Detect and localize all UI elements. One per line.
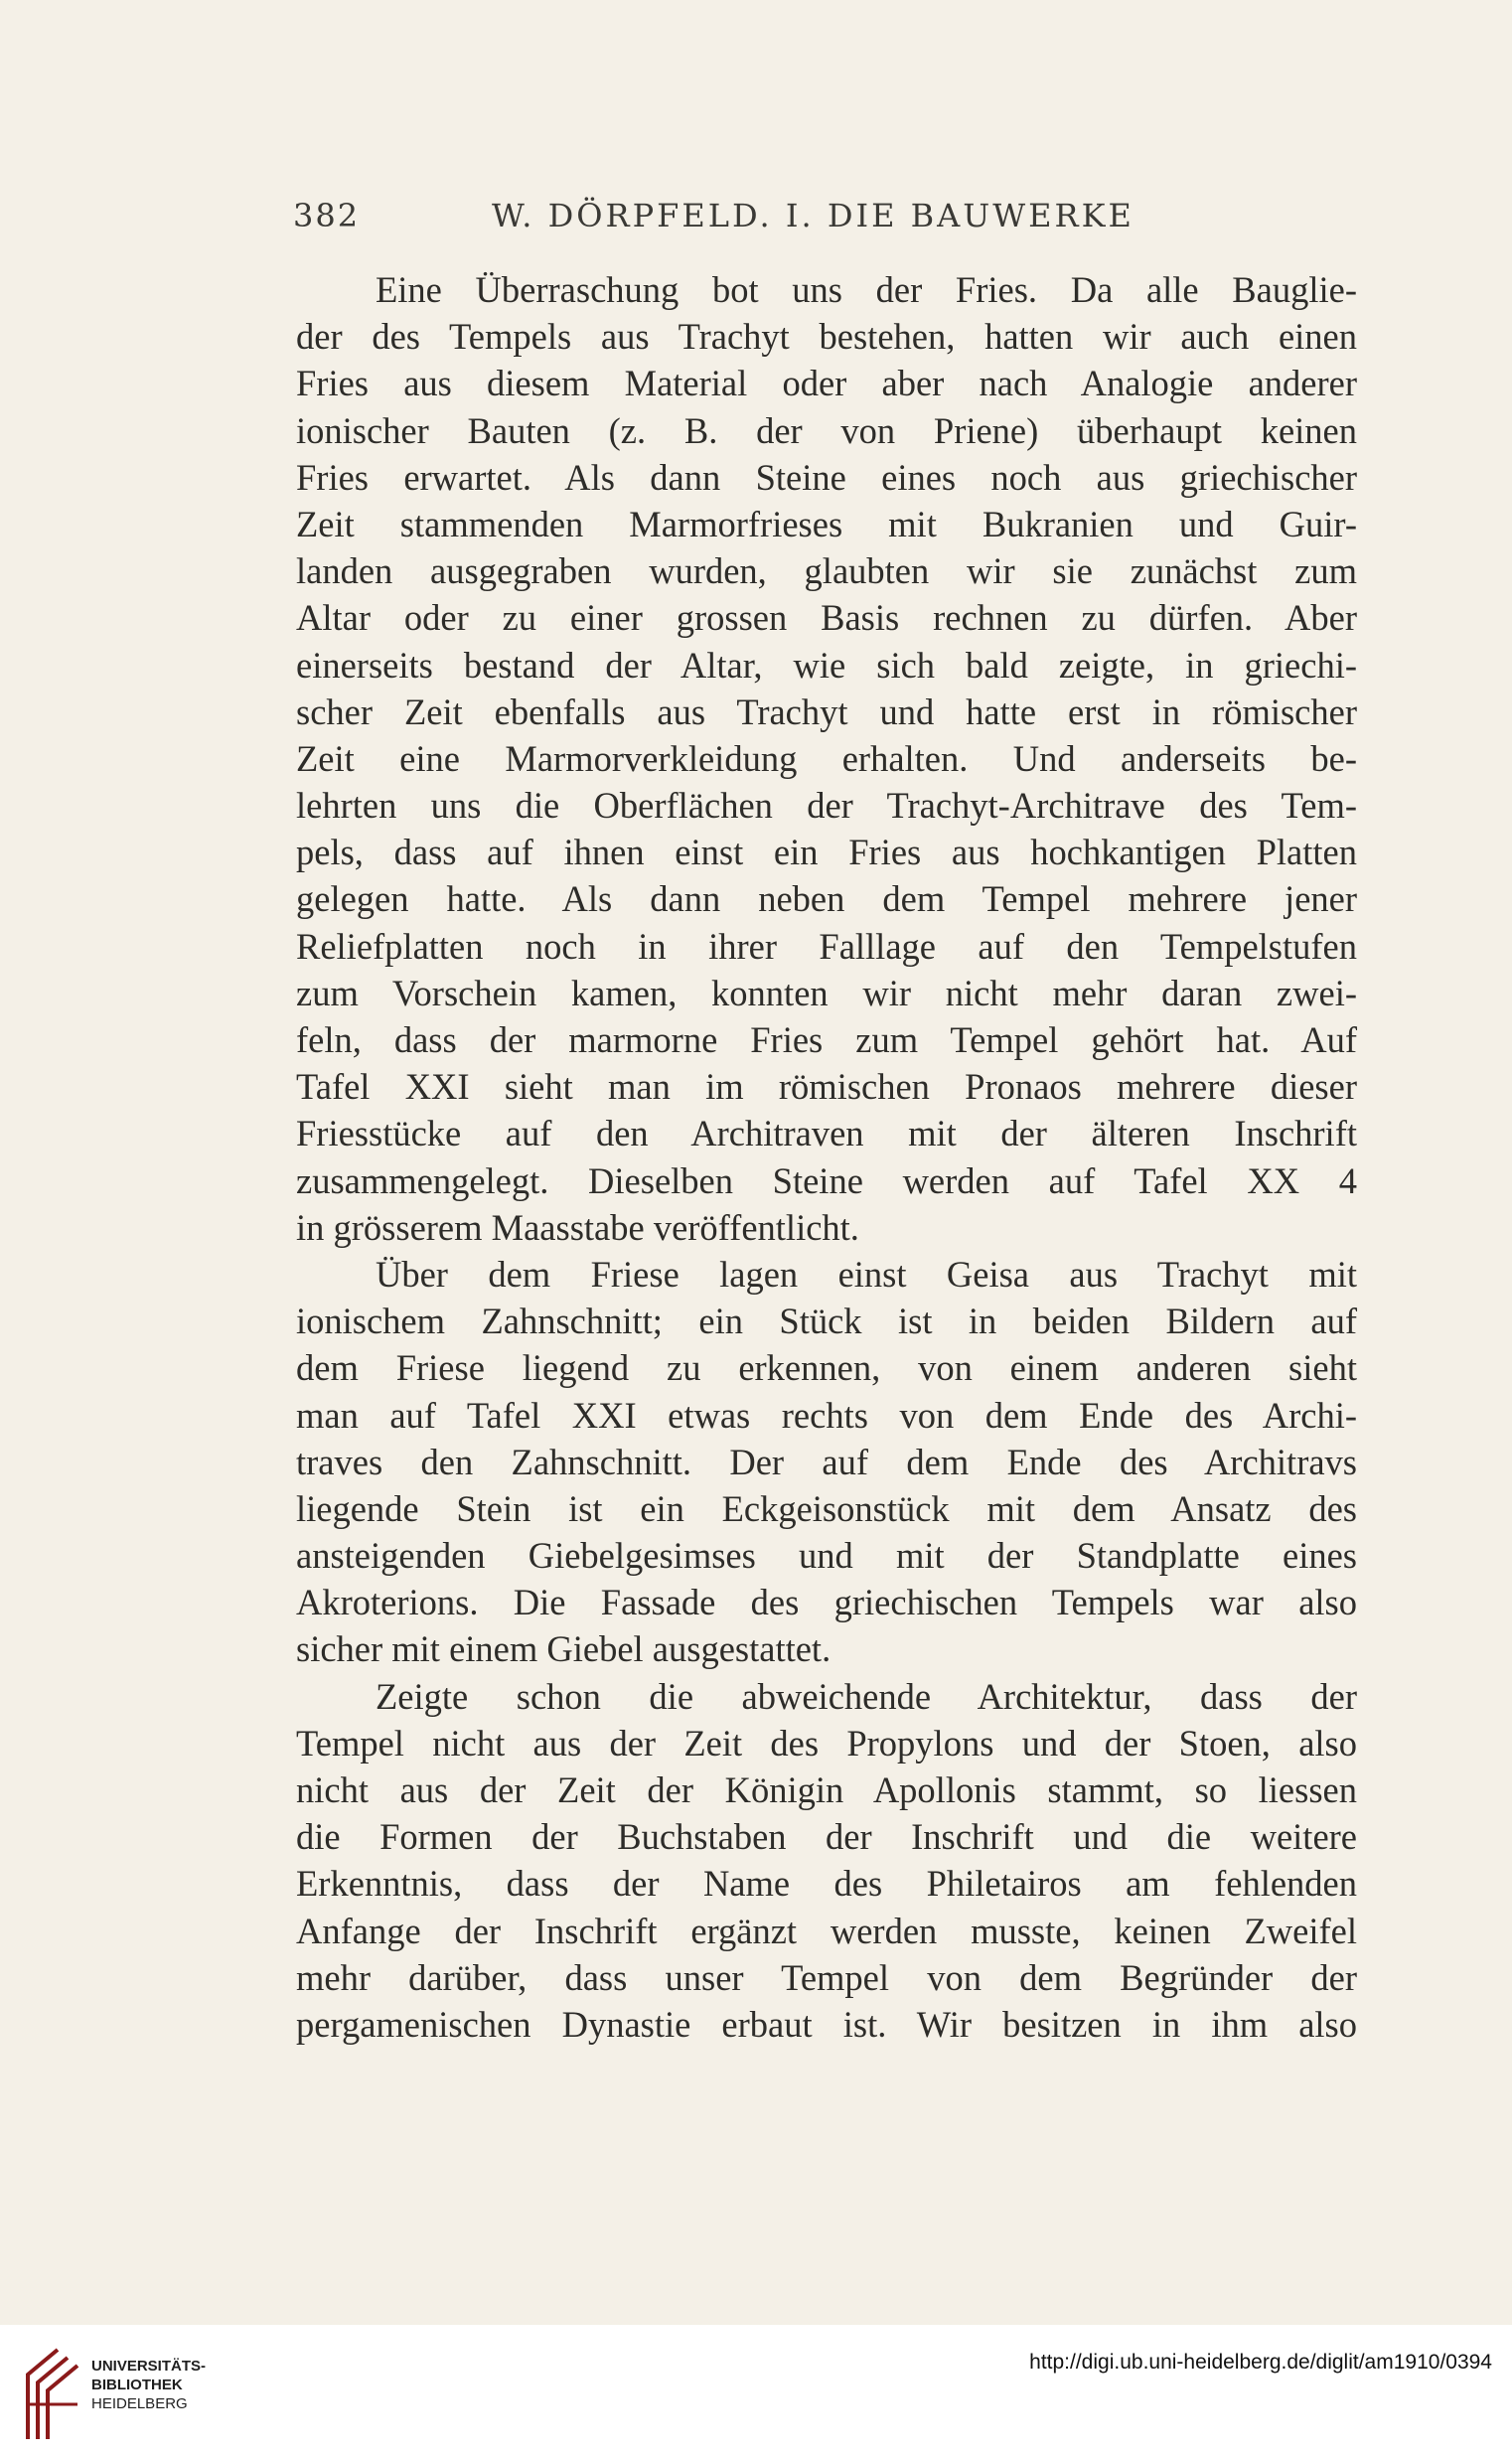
library-line-3: HEIDELBERG	[91, 2395, 188, 2412]
text-line: Fries erwartet. Als dann Steine eines noch aus griechischer	[296, 456, 1357, 498]
footer-bar	[0, 2325, 1512, 2456]
text-line: zusammengelegt. Dieselben Steine werden auf Tafel XX 4	[296, 1159, 1357, 1201]
text-line: Zeigte schon die abweichende Architektur, dass der	[376, 1675, 1357, 1717]
text-line: Eine Überraschung bot uns der Fries. Da alle Bauglie-	[376, 269, 1357, 310]
text-line: Zeit eine Marmorverkleidung erhalten. Und anderseits be-	[296, 737, 1357, 779]
text-line: nicht aus der Zeit der Königin Apollonis stammt, so liessen	[296, 1769, 1357, 1810]
text-line: die Formen der Buchstaben der Inschrift und die weitere	[296, 1816, 1357, 1858]
text-line: Reliefplatten noch in ihrer Falllage auf den Tempelstufen	[296, 925, 1357, 967]
text-line: ionischer Bauten (z. B. der von Priene) überhaupt keinen	[296, 409, 1357, 451]
text-line: pergamenischen Dynastie erbaut ist. Wir besitzen in ihm also	[296, 2003, 1357, 2045]
text-line: Fries aus diesem Material oder aber nach Analogie anderer	[296, 363, 1357, 404]
text-line: feln, dass der marmorne Fries zum Tempel gehört hat. Auf	[296, 1019, 1357, 1060]
text-line: Über dem Friese lagen einst Geisa aus Trachyt mit	[376, 1253, 1357, 1295]
text-line: sicher mit einem Giebel ausgestattet.	[296, 1628, 832, 1670]
text-line: mehr darüber, dass unser Tempel von dem Begründer der	[296, 1956, 1357, 1998]
text-line: gelegen hatte. Als dann neben dem Tempel mehrere jener	[296, 878, 1357, 920]
text-line: Altar oder zu einer grossen Basis rechnen zu dürfen. Aber	[296, 597, 1357, 639]
text-line: landen ausgegraben wurden, glaubten wir sie zunächst zum	[296, 550, 1357, 592]
text-line: Erkenntnis, dass der Name des Philetairos am fehlenden	[296, 1863, 1357, 1905]
text-line: pels, dass auf ihnen einst ein Fries aus hochkantigen Platten	[296, 832, 1357, 873]
text-line: ansteigenden Giebelgesimses und mit der Standplatte eines	[296, 1535, 1357, 1577]
text-line: scher Zeit ebenfalls aus Trachyt und hatte erst in römischer	[296, 691, 1357, 732]
source-url-link[interactable]: http://digi.ub.uni-heidelberg.de/diglit/am1910/0394	[1029, 2351, 1492, 2374]
library-line-1: UNIVERSITÄTS-	[91, 2358, 207, 2375]
text-line: einerseits bestand der Altar, wie sich bald zeigte, in griechi-	[296, 644, 1357, 686]
university-library-logo-icon	[18, 2345, 87, 2444]
text-line: traves den Zahnschnitt. Der auf dem Ende des Architravs	[296, 1441, 1357, 1482]
body-text	[296, 266, 1357, 2048]
text-line: Akroterions. Die Fassade des griechischen Tempels war also	[296, 1582, 1357, 1623]
text-line: Anfange der Inschrift ergänzt werden musste, keinen Zweifel	[296, 1910, 1357, 1951]
library-line-2: BIBLIOTHEK	[91, 2377, 183, 2393]
text-line: man auf Tafel XXI etwas rechts von dem Ende des Archi-	[296, 1394, 1357, 1436]
text-line: ionischem Zahnschnitt; ein Stück ist in beiden Bildern auf	[296, 1301, 1357, 1342]
text-line: Tafel XXI sieht man im römischen Pronaos mehrere dieser	[296, 1066, 1357, 1108]
page-header	[293, 197, 1356, 246]
running-head: W. DÖRPFELD. I. DIE BAUWERKE	[492, 197, 1134, 234]
text-line: Zeit stammenden Marmorfrieses mit Bukranien und Guir-	[296, 503, 1357, 544]
text-line: in grösserem Maasstabe veröffentlicht.	[296, 1206, 859, 1248]
text-line: Tempel nicht aus der Zeit des Propylons und der Stoen, also	[296, 1722, 1357, 1764]
text-line: zum Vorschein kamen, konnten wir nicht mehr daran zwei-	[296, 972, 1357, 1013]
page-number: 382	[293, 197, 361, 234]
text-line: Friesstücke auf den Architraven mit der älteren Inschrift	[296, 1113, 1357, 1154]
library-name	[91, 2357, 206, 2413]
text-line: lehrten uns die Oberflächen der Trachyt-Architrave des Tem-	[296, 785, 1357, 827]
text-line: dem Friese liegend zu erkennen, von einem anderen sieht	[296, 1347, 1357, 1389]
text-line: liegende Stein ist ein Eckgeisonstück mit dem Ansatz des	[296, 1487, 1357, 1529]
text-line: der des Tempels aus Trachyt bestehen, hatten wir auch einen	[296, 316, 1357, 358]
